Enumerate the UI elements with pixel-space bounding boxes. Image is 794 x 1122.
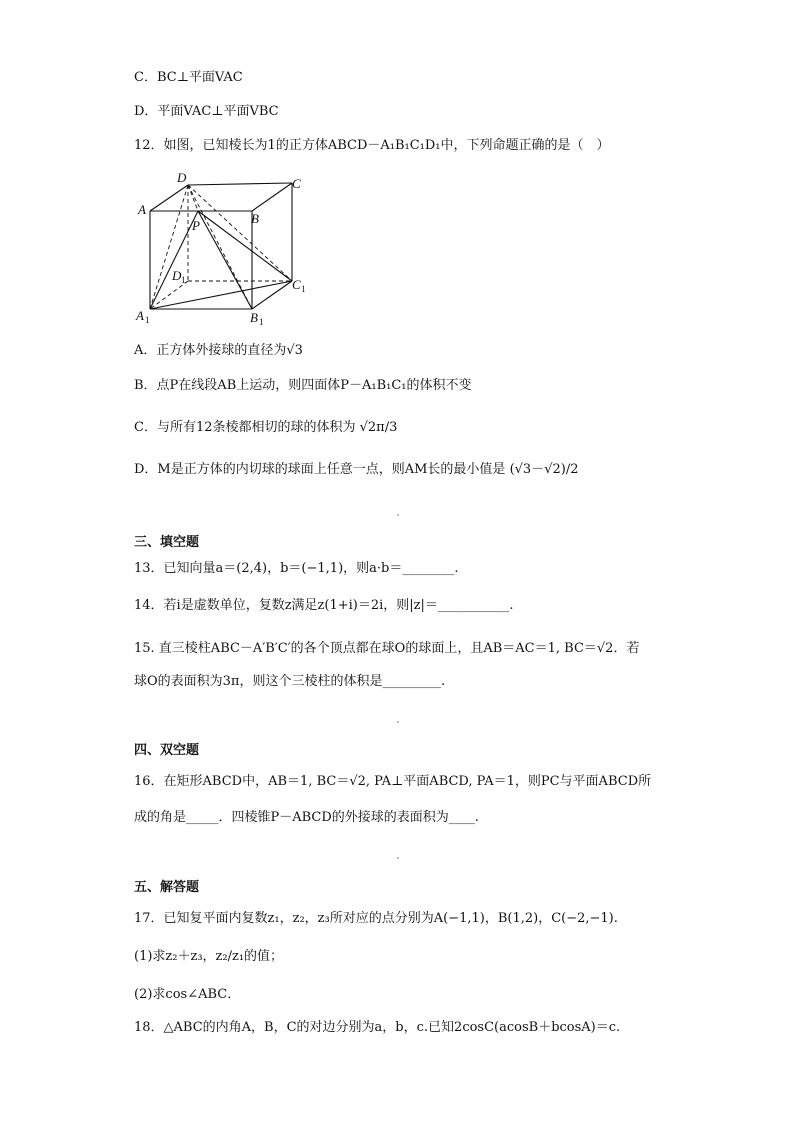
cube-figure <box>134 168 314 326</box>
q12-option-b: B．点P在线段AB上运动，则四面体P－A₁B₁C₁的体积不变 <box>134 378 472 393</box>
q12-option-c: C．与所有12条棱都相切的球的体积为 √2π/3 <box>134 420 398 435</box>
section-4-heading: 四、双空题 <box>134 743 200 758</box>
option-d-prev: D．平面VAC⊥平面VBC <box>134 104 279 119</box>
edge-AD <box>150 185 188 211</box>
label-P: P <box>192 218 200 233</box>
question-17: 17．已知复平面内复数z₁，z₂，z₃所对应的点分别为A(−1,1)，B(1,2)，C(−2,−1). <box>134 911 618 926</box>
label-A1-sub: 1 <box>145 315 150 325</box>
diag-DA1 <box>150 185 188 309</box>
option-c-prev: C．BC⊥平面VAC <box>134 70 243 85</box>
label-D: D <box>177 170 187 185</box>
label-A: A <box>138 202 146 217</box>
section-3-heading: 三、填空题 <box>134 535 200 550</box>
edge-PC1 <box>198 211 292 281</box>
question-16-line1: 16．在矩形ABCD中，AB＝1, BC＝√2, PA⊥平面ABCD, PA＝1，则PC与平面ABCD所 <box>134 774 652 789</box>
label-C: C <box>292 176 301 191</box>
q12-option-d: D．M是正方体的内切球的球面上任意一点，则AM长的最小值是 (√3－√2)/2 <box>134 462 579 477</box>
question-15-line2: 球O的表面积为3π，则这个三棱柱的体积是_________. <box>134 674 446 689</box>
divider-dot <box>397 857 399 859</box>
question-17-part2: (2)求cos∠ABC． <box>134 987 241 1002</box>
question-15-line1: 15. 直三棱柱ABC－A′B′C′的各个顶点都在球O的球面上，且AB＝AC＝1, BC＝√2．若 <box>134 641 640 656</box>
label-D1: D <box>172 268 182 283</box>
edge-PA1 <box>150 211 198 309</box>
label-D1-sub: 1 <box>181 275 186 285</box>
edge-BC <box>252 183 292 211</box>
edge-DP <box>188 185 198 211</box>
diag-DC1 <box>188 185 292 281</box>
label-A1: A <box>136 308 144 323</box>
divider-dot <box>397 721 399 723</box>
edge-DC <box>188 183 292 185</box>
q12-option-a: A．正方体外接球的直径为√3 <box>134 343 303 358</box>
label-C1-sub: 1 <box>301 284 306 294</box>
divider-dot <box>397 514 399 516</box>
label-B1-sub: 1 <box>259 317 264 326</box>
section-5-heading: 五、解答题 <box>134 880 200 895</box>
question-17-part1: (1)求z₂＋z₃，z₂/z₁的值； <box>134 949 284 964</box>
label-C1: C <box>292 277 301 292</box>
question-18: 18．△ABC的内角A，B，C的对边分别为a，b，c.已知2cosC(acosB＋bcosA)＝c. <box>134 1020 621 1035</box>
label-B: B <box>251 211 259 226</box>
question-14: 14．若i是虚数单位，复数z满足z(1+i)＝2i，则|z|＝___________. <box>134 598 514 613</box>
label-B1: B <box>250 310 258 325</box>
edge-A1C1 <box>150 281 292 309</box>
question-16-line2: 成的角是_____．四棱锥P－ABCD的外接球的表面积为____. <box>134 810 479 825</box>
question-12: 12．如图，已知棱长为1的正方体ABCD－A₁B₁C₁D₁中，下列命题正确的是（ ） <box>134 138 610 153</box>
question-13: 13．已知向量a＝(2,4)，b＝(−1,1)，则a·b＝________. <box>134 561 459 576</box>
